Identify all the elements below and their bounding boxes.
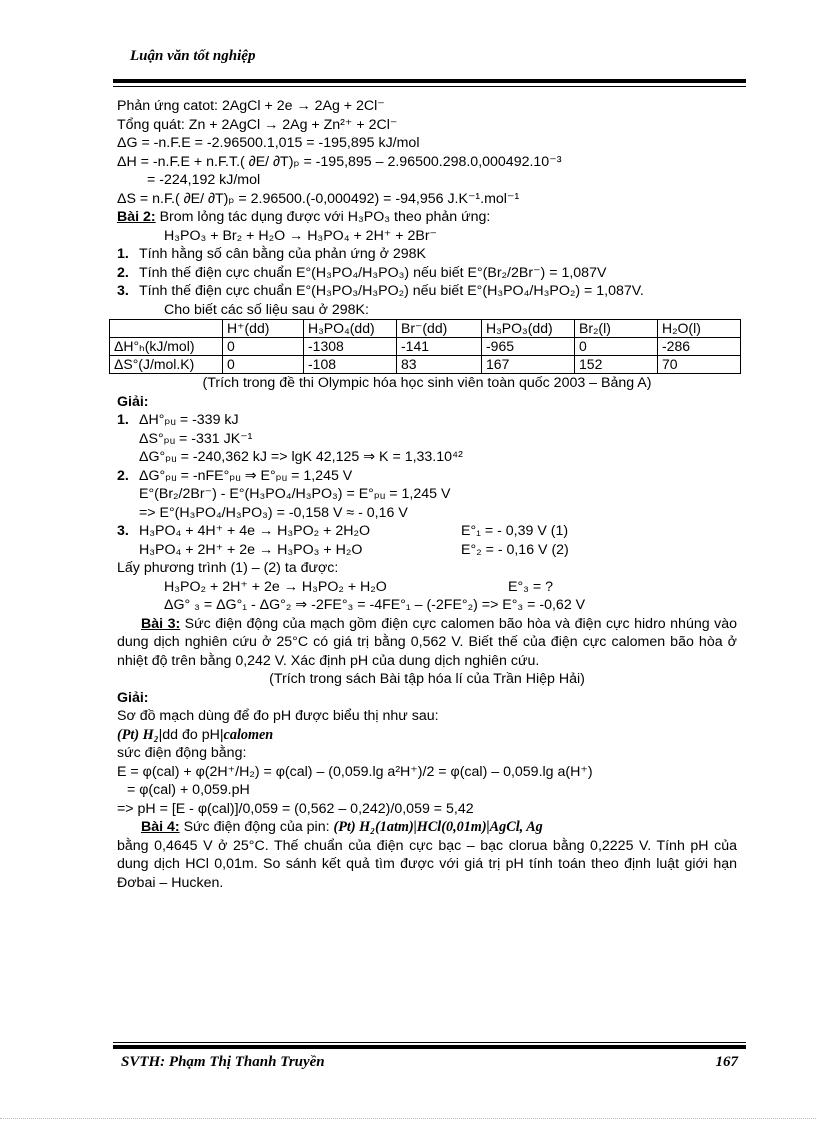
question-item [117, 245, 737, 264]
table-header-cell: H₂O(l) [658, 320, 741, 338]
answer-text: H₃PO₄ + 2H⁺ + 2e → H₃PO₃ + H₂O [139, 541, 363, 558]
source-citation: (Trích trong sách Bài tập hóa lí của Trần Hiệp Hải) [269, 671, 585, 687]
question-item [117, 282, 737, 301]
table-cell: ΔS°(J/mol.K) [110, 356, 223, 374]
answer-number: 2. [117, 467, 129, 484]
answer-potential: E°₂ = - 0,16 V (2) [461, 541, 569, 558]
solution-heading: Giải: [117, 393, 149, 410]
answer-item [117, 467, 737, 486]
table-cell: 0 [575, 338, 658, 356]
answer-line [117, 578, 737, 597]
text-line: Sơ đồ mạch dùng để đo pH được biểu thị như sau: [117, 708, 439, 724]
document-body [114, 97, 737, 892]
question-number: 1. [117, 246, 129, 262]
cell-solution: |dd đo pH| [158, 726, 224, 743]
text-line: ΔS = n.F.( ∂E/ ∂T)ₚ = 2.96500.(-0,000492) = -94,956 J.K⁻¹.mol⁻¹ [117, 190, 520, 207]
table-cell: 70 [658, 356, 741, 374]
exercise-label: Bài 2: [117, 209, 156, 225]
equation: = φ(cal) + 0,059.pH [127, 782, 250, 798]
cell-electrode: calomen [223, 726, 274, 743]
thermo-data-table [109, 319, 741, 374]
equation: H₃PO₃ + Br₂ + H₂O → H₃PO₄ + 2H⁺ + 2Br⁻ [164, 227, 438, 244]
exercise-label: Bài 3: [141, 615, 181, 632]
table-header-cell: H⁺(dd) [223, 320, 304, 338]
answer-number: 1. [117, 412, 129, 428]
answer-item [117, 522, 737, 541]
answer-number: 3. [117, 523, 129, 539]
text-line: Lấy phương trình (1) – (2) ta được: [117, 560, 339, 576]
exercise-text: Sức điện động của mạch gồm điện cực calomen bão hòa và điện cực hidro nhúng vào dung dịch nghiên cứu ở 25°C có giá trị bằng 0,562 V. Biết thế của điện cực calomen bão hòa ở nhiệt độ trên bằng 0,242 V. Xác định pH của dung dịch nghiên cứu. [117, 615, 737, 669]
table-cell: 0 [223, 338, 304, 356]
table-cell: 83 [397, 356, 482, 374]
table-cell: 152 [575, 356, 658, 374]
equation: E = φ(cal) + φ(2H⁺/H₂) = φ(cal) – (0,059.lg a²H⁺)/2 = φ(cal) – 0,059.lg a(H⁺) [117, 763, 593, 780]
table-row [110, 338, 741, 356]
exercise-label: Bài 4: [141, 819, 180, 835]
answer-line: ΔG° ₃ = ΔG°₁ - ΔG°₂ ⇒ -2FE°₃ = -4FE°₁ – (-2FE°₂) => E°₃ = -0,62 V [164, 597, 586, 613]
exercise-3-paragraph [117, 615, 737, 671]
header-title: Luận văn tốt nghiệp [130, 48, 256, 64]
table-cell: -1308 [304, 338, 397, 356]
exercise-text: Sức điện động của pin: [179, 819, 334, 835]
text-line: sức điện động bằng: [117, 745, 247, 761]
source-citation: (Trích trong đề thi Olympic hóa học sinh viên toàn quốc 2003 – Bảng A) [202, 375, 652, 391]
table-cell: -286 [658, 338, 741, 356]
answer-line [117, 541, 737, 560]
footer-rule [113, 1045, 746, 1049]
table-cell: -965 [482, 338, 575, 356]
table-cell: ΔH°ₕ(kJ/mol) [110, 338, 223, 356]
table-header-cell: H₃PO₄(dd) [304, 320, 397, 338]
answer-potential: E°₃ = ? [508, 578, 553, 595]
text-line: Tổng quát: Zn + 2AgCl → 2Ag + Zn²⁺ + 2Cl⁻ [117, 116, 398, 133]
exercise-4-paragraph: bằng 0,4645 V ở 25°C. Thế chuẩn của điện cực bạc – bạc clorua bằng 0,2225 V. Tính pH của dung dịch HCl 0,01m. So sánh kết quả tìm được với giá trị pH tính toán theo định luật giới hạn Đơbai – Hucken. [117, 837, 737, 891]
table-cell: 0 [223, 356, 304, 374]
table-cell: -141 [397, 338, 482, 356]
header-rule [113, 79, 746, 83]
table-cell: -108 [304, 356, 397, 374]
table-row [110, 356, 741, 374]
equation: => pH = [E - φ(cal)]/0,059 = (0,562 – 0,242)/0,059 = 5,42 [117, 800, 474, 817]
footer-rule-thin [113, 1042, 746, 1043]
answer-line: ΔG°ₚᵤ = -240,362 kJ => lgK 42,125 ⇒ K = 1,33.10⁴² [139, 449, 463, 465]
question-item [117, 264, 737, 283]
text-line: Phản ứng catot: 2AgCl + 2e → 2Ag + 2Cl⁻ [117, 98, 385, 114]
question-number: 3. [117, 283, 129, 299]
answer-item [117, 411, 737, 430]
exercise-4-heading [117, 818, 737, 837]
question-number: 2. [117, 264, 129, 281]
answer-text: ΔH°ₚᵤ = -339 kJ [139, 412, 239, 428]
cell-electrode: (Pt) H₂ [117, 726, 159, 743]
table-header-cell [110, 320, 223, 338]
cell-notation [117, 726, 737, 745]
answer-line: E°(Br₂/2Br⁻) - E°(H₃PO₄/H₃PO₃) = E°ₚᵤ = 1,245 V [139, 486, 451, 502]
table-cell: 167 [482, 356, 575, 374]
answer-potential: E°₁ = - 0,39 V (1) [461, 523, 569, 539]
text-line: ΔG = -n.F.E = -2.96500.1,015 = -195,895 kJ/mol [117, 135, 420, 151]
exercise-text: Brom lỏng tác dụng được với H₃PO₃ theo phản ứng: [155, 209, 491, 225]
question-text: Tính thế điện cực chuẩn E°(H₃PO₃/H₃PO₂) nếu biết E°(H₃PO₄/H₃PO₂) = 1,087V. [139, 283, 644, 299]
header-rule-thin [113, 86, 746, 87]
table-header-row [110, 320, 741, 338]
cell-notation: (Pt) H₂(1atm)|HCl(0,01m)|AgCl, Ag [333, 819, 543, 835]
text-line: ΔH = -n.F.E + n.F.T.( ∂E/ ∂T)ₚ = -195,895 – 2.96500.298.0,000492.10⁻³ [117, 153, 562, 170]
page-number: 167 [715, 1054, 738, 1070]
text-line: = -224,192 kJ/mol [147, 172, 261, 188]
question-text: Tính hằng số cân bằng của phản ứng ở 298K [139, 246, 426, 262]
page-edge [0, 1118, 816, 1119]
table-header-cell: Br₂(l) [575, 320, 658, 338]
footer-author: SVTH: Phạm Thị Thanh Truyền [121, 1054, 325, 1070]
text-line: Cho biết các số liệu sau ở 298K: [164, 301, 369, 318]
answer-line: => E°(H₃PO₄/H₃PO₃) = -0,158 V ≈ - 0,16 V [139, 504, 408, 521]
question-text: Tính thế điện cực chuẩn E°(H₃PO₄/H₃PO₃) nếu biết E°(Br₂/2Br⁻) = 1,087V [139, 264, 607, 281]
table-header-cell: H₃PO₃(dd) [482, 320, 575, 338]
answer-line: ΔS°ₚᵤ = -331 JK⁻¹ [139, 430, 253, 447]
answer-text: H₃PO₄ + 4H⁺ + 4e → H₃PO₂ + 2H₂O [139, 523, 371, 539]
table-header-cell: Br⁻(dd) [397, 320, 482, 338]
solution-heading: Giải: [117, 689, 149, 706]
exercise-2-heading [117, 208, 737, 227]
answer-text: ΔG°ₚᵤ = -nFE°ₚᵤ ⇒ E°ₚᵤ = 1,245 V [139, 467, 353, 484]
answer-text: H₃PO₂ + 2H⁺ + 2e → H₃PO₂ + H₂O [164, 578, 387, 595]
